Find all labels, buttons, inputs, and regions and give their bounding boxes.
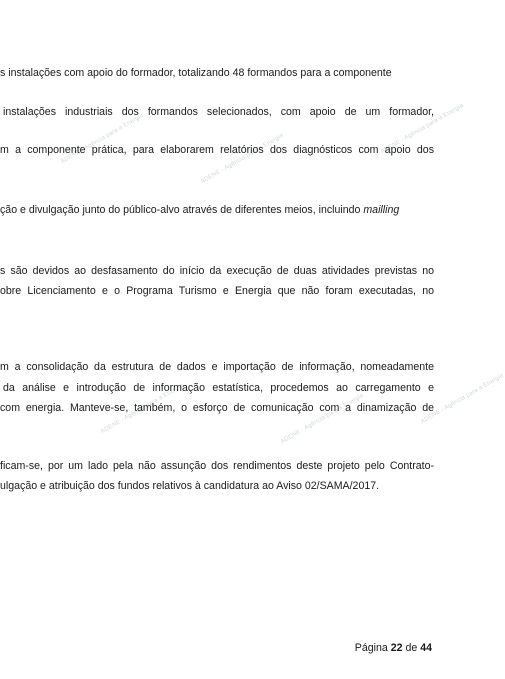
paragraph-line: da análise e introdução de informação estatística, procedemos ao carregamento e (3, 382, 434, 394)
total-pages: 44 (420, 642, 432, 654)
paragraph-line: s são devidos ao desfasamento do início da execução de duas atividades previstas no (0, 265, 434, 277)
paragraph-line: obre Licenciamento e o Programa Turismo e Energia que não foram executadas, no (0, 285, 434, 297)
paragraph-line: ulgação e atribuição dos fundos relativos à candidatura ao Aviso 02/SAMA/2017. (0, 480, 380, 492)
paragraph-line: m a consolidação da estrutura de dados e importação de informação, nomeadamente (0, 361, 434, 373)
watermark: ADENE - Agência para a Energia (420, 372, 505, 426)
paragraph-line: instalações industriais dos formandos selecionados, com apoio de um formador, (3, 106, 434, 118)
watermark: ADENE - Agência para a Energia (380, 102, 465, 156)
italic-term: mailling (363, 204, 400, 216)
paragraph-line: m a componente prática, para elaborarem relatórios dos diagnósticos com apoio dos (0, 144, 434, 156)
paragraph-line: s instalações com apoio do formador, totalizando 48 formandos para a componente (0, 67, 392, 79)
paragraph-text: ção e divulgação junto do público-alvo através de diferentes meios, incluindo (0, 204, 364, 216)
paragraph-line: com energia. Manteve-se, também, o esforço de comunicação com a dinamização de (0, 402, 434, 414)
watermark: ADENE - Agência para a Energia (60, 112, 145, 166)
page-label: Página (354, 642, 388, 654)
paragraph-line (0, 204, 434, 217)
watermark: ADENE - Agência para a Energia (200, 132, 285, 186)
watermark: ADENE - Agência para a Energia (100, 382, 185, 436)
of-label: de (405, 642, 418, 654)
watermark: ADENE - Agência para a Energia (280, 392, 365, 446)
current-page: 22 (390, 642, 403, 654)
paragraph-line: ficam-se, por um lado pela não assunção dos rendimentos deste projeto pelo Contrato- (0, 460, 434, 472)
page-number (355, 642, 432, 654)
